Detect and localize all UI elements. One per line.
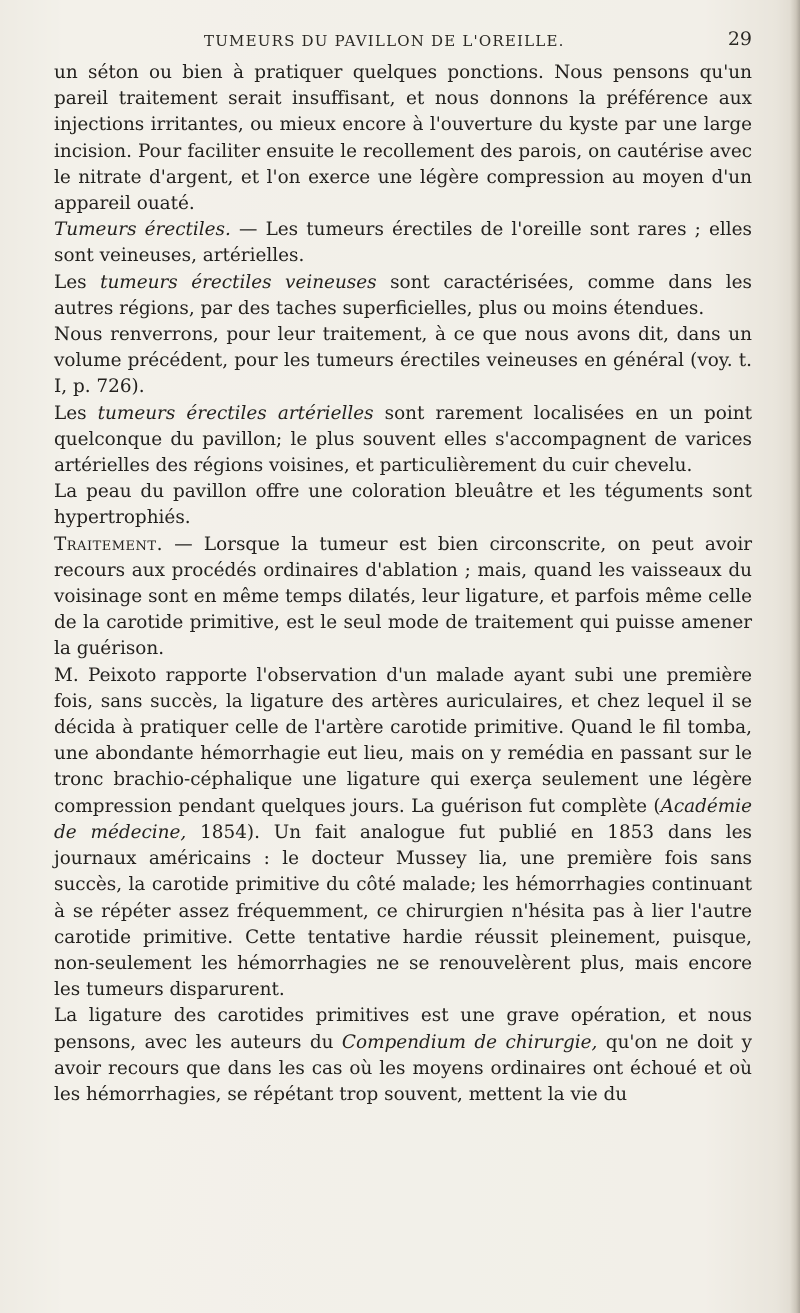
text-segment: Les [54,402,98,424]
body-text [54,60,752,1108]
paragraph-p7 [54,532,752,663]
text-segment: qu'on ne doit y avoir recours que dans les cas où les moyens ordinaires ont échoué et où les hémorrhagies, se répétant trop souvent, mettent la vie du [54,1031,752,1105]
paragraph-p2 [54,217,752,269]
italic-text: tumeurs érectiles veineuses [100,271,377,293]
text-segment: La ligature des carotides primitives est une grave opération, et nous pensons, avec les auteurs du [54,1005,752,1053]
text-segment: — Lorsque la tumeur est bien circonscrite, on peut avoir recours aux procédés ordinaires d'ablation ; mais, quand les vaisseaux du voisinage sont en même temps dilatés, leur ligature, et parfois même celle de la carotide primitive, est le seul mode de traitement qui puisse amener la guérison. [54,533,752,660]
text-segment: sont rarement localisées en un point quelconque du pavillon; le plus souvent elles s'accompagnent de varices artérielles des régions voisines, et particulièrement du cuir chevelu. [54,402,752,477]
text-segment: — Les tumeurs érectiles de l'oreille sont rares ; elles sont veineuses, artérielles. [54,219,752,267]
section-heading: Traitement. [54,533,163,555]
running-head [54,28,752,56]
text-segment: La peau du pavillon offre une coloration bleuâtre et les téguments sont hypertrophiés. [54,481,752,529]
text-segment: sont caractérisées, comme dans les autres régions, par des taches superficielles, plus ou moins étendues. [54,271,752,319]
paragraph-p4 [54,322,752,401]
paragraph-p3 [54,270,752,322]
text-segment: Nous renverrons, pour leur traitement, à ce que nous avons dit, dans un volume précédent, pour les tumeurs érectiles veineuses en général (voy. t. I, p. 726). [54,324,752,398]
italic-text: Tumeurs érectiles. [54,219,231,241]
italic-text: Académie de médecine, [54,795,752,843]
paragraph-p6 [54,479,752,531]
paragraph-p5 [54,401,752,480]
paragraph-p9 [54,1003,752,1108]
paragraph-p1 [54,60,752,217]
text-segment: un séton ou bien à pratiquer quelques ponctions. Nous pensons qu'un pareil traitement serait insuffisant, et nous donnons la préférence aux injections irritantes, ou mieux encore à l'ouverture du kyste par une large incision. Pour faciliter ensuite le recollement des parois, on cautérise avec le nitrate d'argent, et l'on exerce une légère compression au moyen d'un appareil ouaté. [54,62,752,215]
text-segment: 1854). Un fait analogue fut publié en 1853 dans les journaux américains : le docteur Mussey lia, une première fois sans succès, la carotide primitive du côté malade; les hémorrhagies continuant à se répéter assez fréquemment, ce chirurgien n'hésita pas à lier l'autre carotide primitive. Cette tentative hardie réussit pleinement, puisque, non-seulement les hémorrhagies ne se renouvelèrent plus, mais encore les tumeurs disparurent. [54,821,752,1001]
italic-text: Compendium de chirurgie, [341,1031,598,1053]
page-number: 29 [727,28,752,50]
italic-text: tumeurs érectiles artérielles [97,402,374,424]
running-title: TUMEURS DU PAVILLON DE L'OREILLE. [204,32,565,50]
text-segment: Les [54,271,101,293]
page-edge-shadow [790,0,800,1313]
paragraph-p8 [54,663,752,1004]
text-segment: M. Peixoto rapporte l'observation d'un malade ayant subi une première fois, sans succès, la ligature des artères auriculaires, et chez lequel il se décida à pratiquer celle de l'artère carotide primitive. Quand le fil tomba, une abondante hémorrhagie eut lieu, mais on y remédia en passant sur le tronc brachio-céphalique une ligature qui exerça seulement une légère compression pendant quelques jours. La guérison fut complète ( [54,664,752,817]
